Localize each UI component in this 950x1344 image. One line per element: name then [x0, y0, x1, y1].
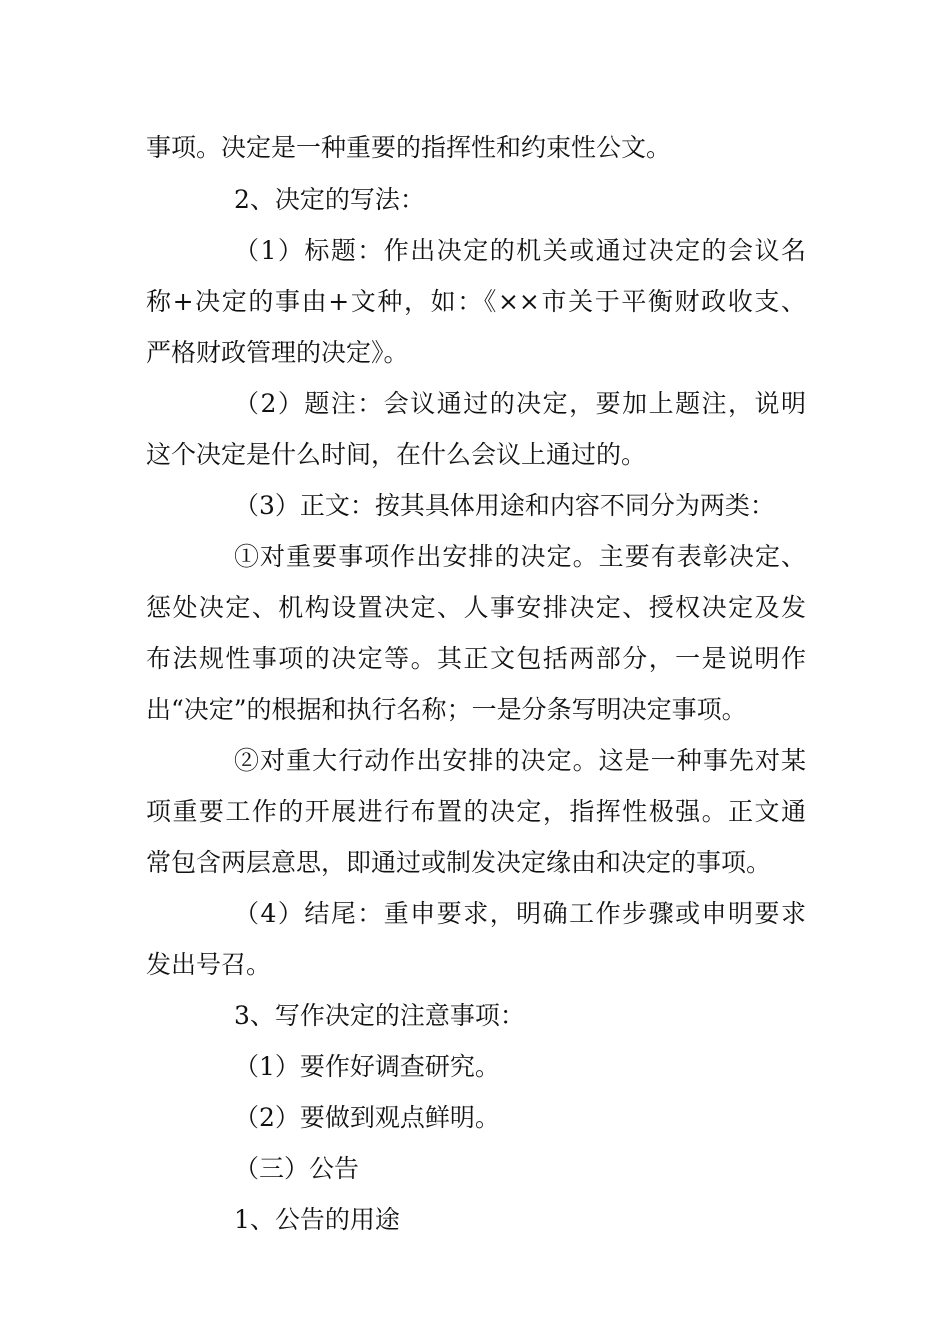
paragraph-line: （1）标题：作出决定的机关或通过决定的会议名 [234, 236, 806, 265]
paragraph-line: （3）正文：按其具体用途和内容不同分为两类： [234, 491, 775, 520]
paragraph-line: 惩处决定、机构设置决定、人事安排决定、授权决定及发 [146, 593, 806, 622]
paragraph-line: ①对重要事项作出安排的决定。主要有表彰决定、 [234, 542, 806, 571]
paragraph-line: （4）结尾：重申要求，明确工作步骤或申明要求 [234, 899, 806, 928]
section-heading: 1、公告的用途 [234, 1205, 400, 1234]
list-item: （2）要做到观点鲜明。 [234, 1103, 500, 1132]
paragraph-line: ②对重大行动作出安排的决定。这是一种事先对某 [234, 746, 806, 775]
paragraph-line: 项重要工作的开展进行布置的决定，指挥性极强。正文通 [146, 797, 806, 826]
paragraph-line: 发出号召。 [146, 950, 272, 979]
paragraph-line: 严格财政管理的决定》。 [146, 338, 409, 367]
paragraph-line: 称+决定的事由+文种，如：《××市关于平衡财政收支、 [146, 287, 806, 316]
paragraph-line: 常包含两层意思，即通过或制发决定缘由和决定的事项。 [146, 848, 772, 877]
paragraph-line: （2）题注：会议通过的决定，要加上题注，说明 [234, 389, 806, 418]
section-heading: 2、决定的写法： [234, 185, 425, 214]
list-item: （1）要作好调查研究。 [234, 1052, 500, 1081]
paragraph-line: 出“决定”的根据和执行名称；一是分条写明决定事项。 [146, 695, 747, 724]
paragraph-line: 事项。决定是一种重要的指挥性和约束性公文。 [146, 133, 672, 162]
paragraph-line: 布法规性事项的决定等。其正文包括两部分，一是说明作 [146, 644, 806, 673]
section-heading: （三）公告 [234, 1154, 360, 1183]
paragraph-line: 这个决定是什么时间，在什么会议上通过的。 [146, 440, 647, 469]
section-heading: 3、写作决定的注意事项： [234, 1001, 525, 1030]
